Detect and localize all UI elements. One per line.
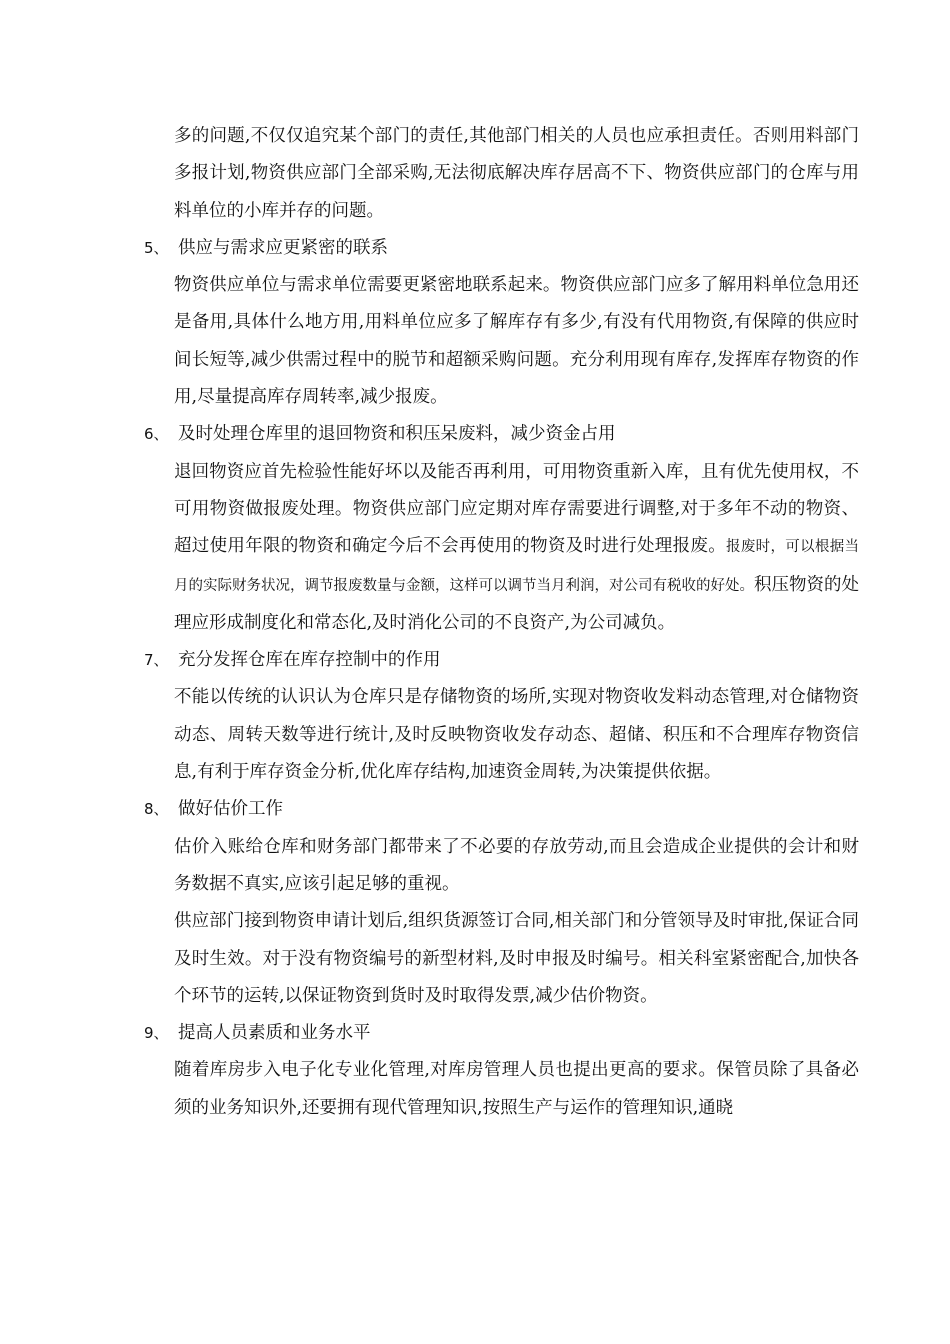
section-7-paragraph: 不能以传统的认识认为仓库只是存储物资的场所,实现对物资收发料动态管理,对仓储物资动态、周转天数等进行统计,及时反映物资收发存动态、超储、积压和不合理库存物资信息,有利于库存资金分析,优化库存结构,加速资金周转,为决策提供依据。 [174,687,859,783]
paragraph-text: 退回物资应首先检验性能好坏以及能否再利用，可用物资重新入库，且有优先使用权，不可用物资做报废处理。物资供应部门应定期对库存需要进行调整,对于多年不动的物资、超过使用年限的物资和确定今后不会再使用的物资及时进行处理报废。 [174,461,859,557]
section-5-paragraph: 物资供应单位与需求单位需要更紧密地联系起来。物资供应部门应多了解用料单位急用还是备用,具体什么地方用,用料单位应多了解库存有多少,有没有代用物资,有保障的供应时间长短等,减少供需过程中的脱节和超额采购问题。充分利用现有库存,发挥库存物资的作用,尽量提高库存周转率,减少报废。 [174,275,859,408]
paragraph-text-small: 报废时，可以根据当月的实际财务状况，调节报废数量与金额，这样可以调节当月利润，对公司有税收的好处。 [174,539,860,594]
section-heading-7 [144,642,859,679]
section-title: 及时处理仓库里的退回物资和积压呆废料，减少资金占用 [178,424,616,445]
section-heading-9 [144,1015,859,1052]
section-number: 9、 [144,1024,169,1043]
section-title: 提高人员素质和业务水平 [178,1023,371,1044]
section-heading-8 [144,791,859,828]
section-title: 充分发挥仓库在库存控制中的作用 [178,650,441,671]
section-title: 供应与需求应更紧密的联系 [178,237,388,258]
section-number: 5、 [144,238,169,257]
section-heading-6 [144,416,859,453]
section-heading-5 [144,230,859,267]
paragraph-text: 积压物资的处理应形成制度化和常态化,及时消化公司的不良资产,为公司减负。 [174,574,859,633]
section-8-paragraph-2: 供应部门接到物资申请计划后,组织货源签订合同,相关部门和分管领导及时审批,保证合同及时生效。对于没有物资编号的新型材料,及时申报及时编号。相关科室紧密配合,加快各个环节的运转,以保证物资到货时及时取得发票,减少估价物资。 [174,911,859,1006]
section-9-paragraph: 随着库房步入电子化专业化管理,对库房管理人员也提出更高的要求。保管员除了具备必须的业务知识外,还要拥有现代管理知识,按照生产与运作的管理知识,通晓 [174,1060,859,1118]
section-6-paragraph [174,454,859,642]
section-number: 6、 [144,425,169,444]
section-title: 做好估价工作 [178,799,283,820]
intro-paragraph: 多的问题,不仅仅追究某个部门的责任,其他部门相关的人员也应承担责任。否则用料部门多报计划,物资供应部门全部采购,无法彻底解决库存居高不下、物资供应部门的仓库与用料单位的小库并存的问题。 [174,126,859,221]
document-body [144,118,859,1127]
section-number: 8、 [144,800,169,819]
section-8-paragraph-1: 估价入账给仓库和财务部门都带来了不必要的存放劳动,而且会造成企业提供的会计和财务数据不真实,应该引起足够的重视。 [174,836,859,894]
section-number: 7、 [144,651,169,670]
